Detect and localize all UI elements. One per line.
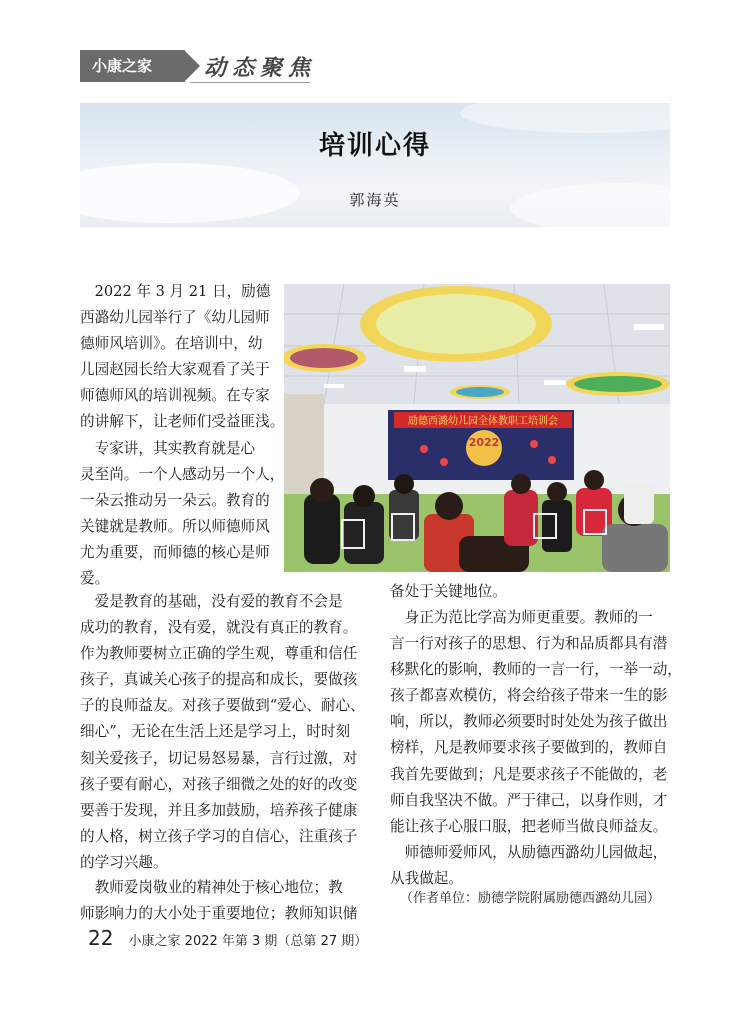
paragraph-5: 身正为范比学高为师更重要。教师的一 言一行对孩子的思想、行为和品质都具有潜 移默化的影响，教师的一言一行，一举一动， 孩子都喜欢模仿，将会给孩子带来一生的影 响，所以，教师必须要时时处处为孩子做出 榜样，凡是教师要求孩子要做到的，教师自 我首先要做到；凡是要求孩子不能做的，老 师自我坚决不做。严于律己，以身作则，才 能让孩子心服口服，把老师当做良师益友。 — [390, 609, 682, 835]
stage-banner-text: 励德西潞幼儿园全体教职工培训会 — [408, 416, 558, 427]
paragraph-2: 专家讲，其实教育就是心 灵至尚。一个人感动另一个人， 一朵云推动另一朵云。教育的 关键就是教师。所以师德师风 尤为重要，而师德的核心是师 爱。 — [80, 440, 285, 588]
training-photo — [284, 284, 670, 572]
section-title: 动态聚焦 — [204, 55, 317, 81]
article-title: 培训心得 — [318, 131, 431, 161]
training-photo-illustration — [284, 284, 670, 572]
paragraph-6: 师德师爱师风，从励德西潞幼儿园做起， 从我做起。 — [390, 844, 668, 888]
paragraph-1: 2022 年 3 月 21 日，励德 西潞幼儿园举行了《幼儿园师 德师风培训》。在培训中，幼 儿园赵园长给大家观看了关于 师德师风的培训视频。在专家 的讲解下，让老师们受益匪浅。 — [80, 283, 285, 431]
article-author: 郭海英 — [349, 191, 401, 209]
title-banner — [80, 103, 670, 227]
page-footer — [88, 926, 367, 950]
author-unit: （作者单位：励德学院附属励德西潞幼儿园） — [400, 891, 661, 906]
tag-arrow — [184, 50, 200, 82]
magazine-tag: 小康之家 — [80, 50, 185, 82]
paragraph-4-continued: 备处于关键地位。 — [390, 583, 507, 600]
issue-info: 小康之家 2022 年第 3 期（总第 27 期） — [128, 934, 368, 949]
paragraph-3: 爱是教育的基础，没有爱的教育不会是 成功的教育，没有爱，就没有真正的教育。 作为教师要树立正确的学生观，尊重和信任 孩子，真诚关心孩子的提高和成长，要做孩 子的良师益友。对孩子要做到“爱心、耐心、 细心”，无论在生活上还是学习上，时时刻 刻关爱孩子，切记易怒易暴，言行过激，对 孩子要有耐心，对孩子细微之处的好的改变 要善于发现，并且多加鼓励，培养孩子健康 的人格，树立孩子学习的自信心，注重孩子 的学习兴趣。 — [80, 593, 365, 871]
page-number: 22 — [88, 926, 114, 950]
paragraph-4: 教师爱岗敬业的精神处于核心地位；教 师影响力的大小处于重要地位；教师知识储 — [80, 879, 358, 923]
stage-year-text: 2022 — [468, 436, 500, 449]
section-underline — [190, 82, 310, 83]
